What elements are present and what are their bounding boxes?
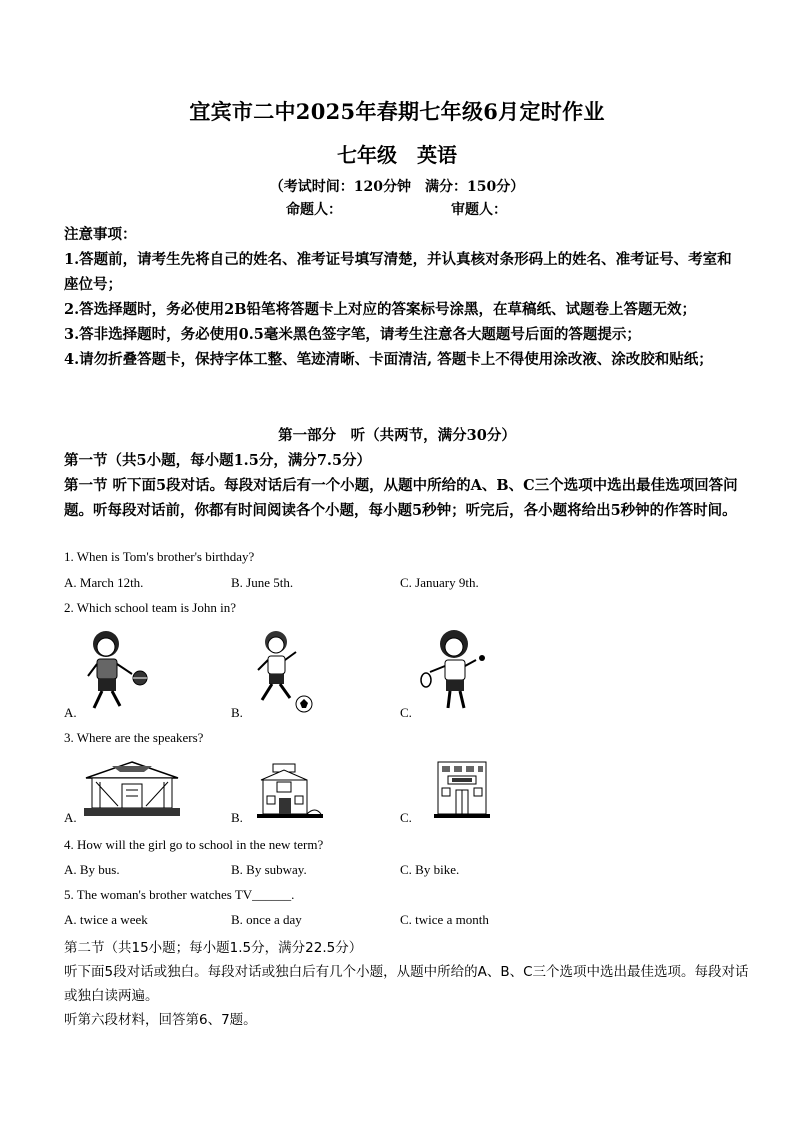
question-1: 1. When is Tom's brother's birthday?: [64, 549, 255, 564]
q4-option-b: B. By subway.: [231, 862, 307, 877]
q2-option-a: A.: [64, 705, 77, 720]
q1-option-c: C. January 9th.: [400, 575, 479, 590]
author-label: 命题人：: [286, 202, 342, 218]
subject-title: 七年级 英语: [337, 143, 457, 167]
museum-building-icon: [82, 760, 182, 818]
question-3: 3. Where are the speakers?: [64, 730, 204, 745]
q1-option-a: A. March 12th.: [64, 575, 144, 590]
q4-option-c: C. By bike.: [400, 862, 460, 877]
note-item: 1.答题前，请考生先将自己的姓名、准考证号填写清楚，并认真核对条形码上的姓名、准考证号、考室和座位号；: [64, 251, 732, 293]
note-item: 2.答选择题时，务必使用2B铅笔将答题卡上对应的答案标号涂黑，在草稿纸、试题卷上答题无效；: [64, 301, 696, 318]
notes-heading: 注意事项：: [64, 226, 137, 243]
exam-info: （考试时间：120分钟 满分：150分）: [269, 179, 525, 195]
q5-option-c: C. twice a month: [400, 912, 489, 927]
question-4: 4. How will the girl go to school in the new term?: [64, 837, 324, 852]
page-title: 宜宾市二中2025年春期七年级6月定时作业: [189, 99, 605, 124]
hospital-building-icon: [255, 762, 325, 820]
note-item: 3.答非选择题时，务必使用0.5毫米黑色签字笔，请考生注意各大题题号后面的答题提示；: [64, 326, 641, 343]
section2: [64, 936, 754, 1032]
question-2: 2. Which school team is John in?: [64, 600, 236, 615]
boy-soccer-icon: [250, 626, 322, 716]
library-building-icon: [434, 760, 490, 820]
section1-heading: 第一节（共5小题，每小题1.5分，满分7.5分）: [64, 452, 372, 469]
q1-option-b: B. June 5th.: [231, 575, 294, 590]
q3-option-a: A.: [64, 810, 77, 825]
q2-option-c: C.: [400, 705, 412, 720]
note-item: 4.请勿折叠答题卡，保持字体工整、笔迹清晰、卡面清洁, 答题卡上不得使用涂改液、涂改胶和贴纸；: [64, 351, 713, 368]
section2-heading: 第二节（共15小题；每小题1.5分，满分22.5分）: [64, 940, 363, 956]
reviewer-label: 审题人：: [451, 202, 507, 218]
question-5: 5. The woman's brother watches TV______.: [64, 887, 295, 902]
boy-basketball-icon: [80, 626, 152, 716]
boy-tennis-icon: [418, 626, 490, 716]
q4-option-a: A. By bus.: [64, 862, 120, 877]
q3-option-b: B.: [231, 810, 243, 825]
q2-option-b: B.: [231, 705, 243, 720]
q5-option-b: B. once a day: [231, 912, 302, 927]
part1-section1: [64, 448, 744, 523]
q3-option-c: C.: [400, 810, 412, 825]
section2-instructions: 听下面5段对话或独白。每段对话或独白后有几个小题，从题中所给的A、B、C三个选项中选出最佳选项。每段对话或独白读两遍。: [64, 964, 749, 1004]
part1-title: 第一部分 听（共两节，满分30分）: [278, 427, 516, 444]
notes-section: [64, 222, 744, 372]
section2-material-note: 听第六段材料，回答第6、7题。: [64, 1012, 257, 1028]
q5-option-a: A. twice a week: [64, 912, 148, 927]
section1-instructions: 第一节 听下面5段对话。每段对话后有一个小题，从题中所给的A、B、C三个选项中选出最佳选项回答问题。听每段对话前，你都有时间阅读各个小题，每小题5秒钟；听完后，各小题将给出5秒钟的作答时间。: [64, 477, 738, 519]
